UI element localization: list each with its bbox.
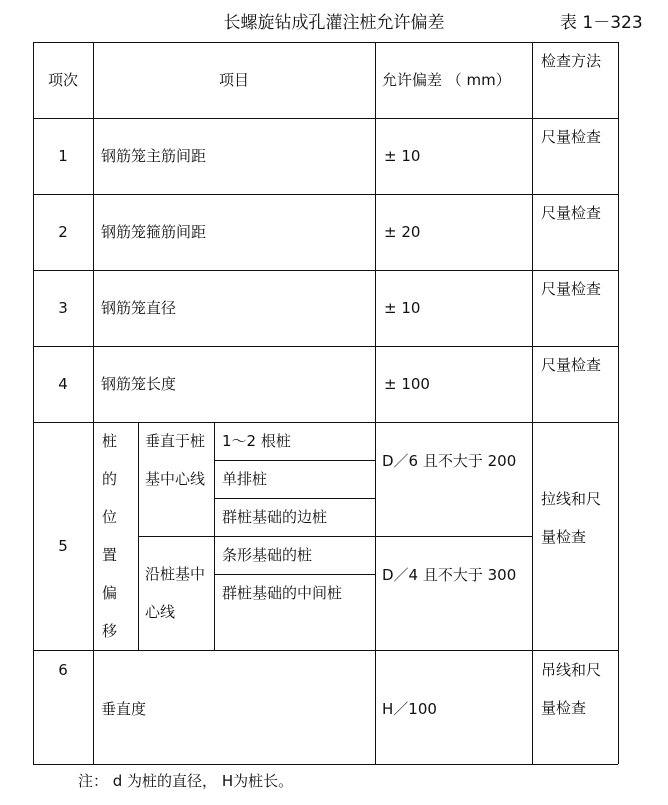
row-index: 5 (58, 537, 68, 555)
row-tolerance: H／100 (382, 700, 437, 718)
row-item: 钢筋笼长度 (101, 375, 177, 393)
table-border-top (33, 42, 618, 43)
row-tolerance: ± 100 (384, 375, 430, 393)
row-tolerance: D／4 且不大于 300 (382, 566, 517, 584)
row-divider (33, 270, 618, 271)
row-tolerance: ± 10 (384, 299, 421, 317)
row-check: 尺量检查 (541, 128, 602, 146)
subgroup-label: 垂直于桩基中心线 (145, 432, 206, 488)
row-check: 尺量检查 (541, 204, 602, 222)
col-divider (532, 42, 533, 764)
subitem: 群桩基础的中间桩 (222, 584, 343, 602)
row-check: 尺量检查 (541, 356, 602, 374)
row-check: 拉线和尺量检查 (541, 490, 602, 546)
col-divider (93, 42, 94, 764)
footnote: 注： d 为桩的直径， H为桩长。 (78, 772, 294, 790)
row-index: 2 (58, 223, 68, 241)
row-item: 钢筋笼箍筋间距 (101, 223, 207, 241)
row-item: 钢筋笼主筋间距 (101, 147, 207, 165)
doc-title: 长螺旋钻成孔灌注桩允许偏差 (223, 13, 445, 33)
row-check: 尺量检查 (541, 280, 602, 298)
row-item: 钢筋笼直径 (101, 299, 177, 317)
row-tolerance: ± 20 (384, 223, 421, 241)
table-border-bottom (33, 764, 618, 765)
header-index: 项次 (47, 71, 78, 89)
table-number: 表 1－323 (560, 13, 643, 33)
col-divider (375, 42, 376, 764)
row-divider (33, 194, 618, 195)
subitem: 1～2 根桩 (222, 432, 291, 450)
group-label: 桩的位置偏移 (102, 432, 118, 640)
header-tolerance: 允许偏差 （ mm） (382, 71, 511, 89)
subitem: 群桩基础的边桩 (222, 508, 328, 526)
row-index: 1 (58, 147, 68, 165)
row-tolerance: ± 10 (384, 147, 421, 165)
col-divider (214, 422, 215, 650)
row-divider (33, 650, 618, 651)
table-border-right (618, 42, 619, 764)
row-index: 6 (58, 661, 68, 679)
header-check: 检查方法 (541, 52, 602, 70)
subitem: 条形基础的桩 (222, 546, 313, 564)
col-divider (138, 422, 139, 650)
row-divider (33, 118, 618, 119)
row-tolerance: D／6 且不大于 200 (382, 452, 517, 470)
row-item: 垂直度 (101, 700, 147, 718)
subgroup-label: 沿桩基中心线 (145, 565, 206, 621)
row-index: 4 (58, 375, 68, 393)
header-item: 项目 (218, 71, 249, 89)
row-divider (33, 346, 618, 347)
subitem: 单排桩 (222, 470, 268, 488)
row-index: 3 (58, 299, 68, 317)
row-check: 吊线和尺量检查 (541, 661, 602, 717)
